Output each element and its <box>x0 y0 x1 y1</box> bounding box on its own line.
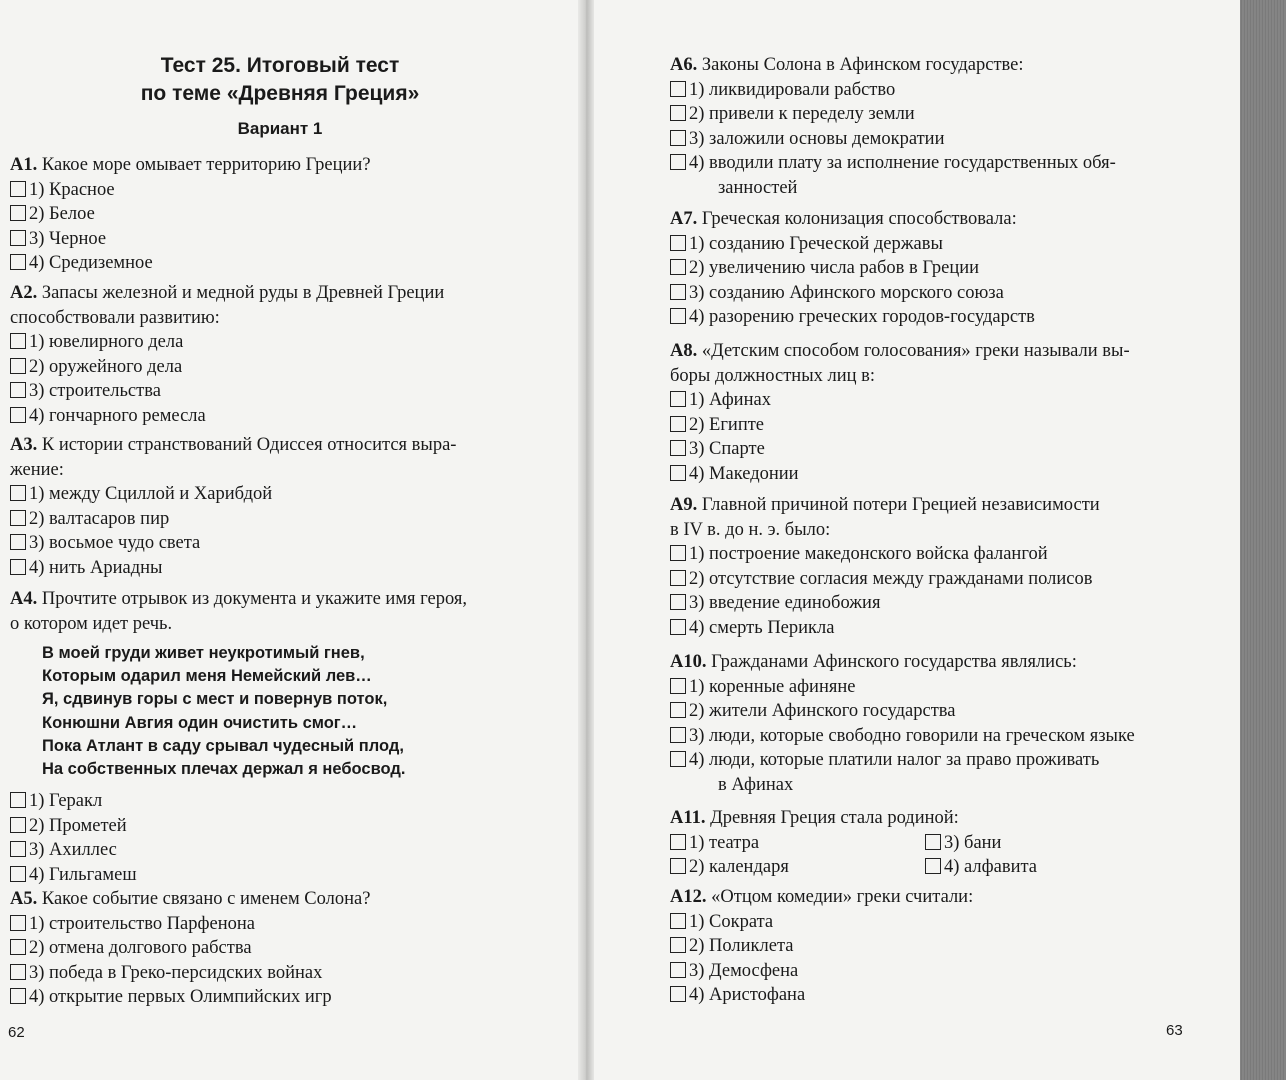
option[interactable]: 4) алфавита <box>925 855 1037 880</box>
option[interactable]: 1) Афинах <box>670 388 1190 413</box>
checkbox[interactable] <box>670 619 686 635</box>
option[interactable]: 1) между Сциллой и Харибдой <box>10 482 525 507</box>
option[interactable]: 2) Белое <box>10 202 525 227</box>
question-a6 <box>670 53 1190 200</box>
checkbox[interactable] <box>10 333 26 349</box>
option[interactable]: 1) строительство Парфенона <box>10 912 525 937</box>
option[interactable]: 4) гончарного ремесла <box>10 404 525 429</box>
checkbox[interactable] <box>925 858 941 874</box>
checkbox[interactable] <box>670 259 686 275</box>
option[interactable]: 2) Прометей <box>10 814 525 839</box>
option[interactable]: 4) люди, которые платили налог за право проживать <box>670 748 1190 773</box>
checkbox[interactable] <box>10 358 26 374</box>
option[interactable]: 4) Македонии <box>670 462 1190 487</box>
checkbox[interactable] <box>10 792 26 808</box>
option[interactable]: 3) Черное <box>10 227 525 252</box>
option[interactable]: 2) жители Афинского государства <box>670 699 1190 724</box>
question-text: А1. Какое море омывает территорию Греции? <box>10 155 371 175</box>
checkbox[interactable] <box>10 230 26 246</box>
poem-line: Которым одарил меня Немейский лев… <box>42 667 372 686</box>
question-text-cont: в IV в. до н. э. было: <box>670 519 831 540</box>
poem-line: Пока Атлант в саду срывал чудесный плод, <box>42 736 404 755</box>
book-gutter <box>578 0 594 1080</box>
option[interactable]: 2) валтасаров пир <box>10 507 525 532</box>
checkbox[interactable] <box>670 962 686 978</box>
checkbox[interactable] <box>670 678 686 694</box>
question-a12 <box>670 885 1190 1008</box>
checkbox[interactable] <box>670 416 686 432</box>
question-text: А5. Какое событие связано с именем Солона? <box>10 889 371 909</box>
poem-line: В моей груди живет неукротимый гнев, <box>42 644 365 662</box>
option[interactable]: 2) календаря <box>670 855 925 880</box>
checkbox[interactable] <box>670 130 686 146</box>
question-text-cont: боры должностных лиц в: <box>670 365 876 386</box>
option[interactable]: 3) бани <box>925 831 1037 856</box>
option[interactable]: 2) Поликлета <box>670 934 1190 959</box>
checkbox[interactable] <box>10 510 26 526</box>
question-text-cont: способствовали развитию: <box>10 307 220 328</box>
checkbox[interactable] <box>10 841 26 857</box>
option[interactable]: 3) Ахиллес <box>10 838 525 863</box>
question-a8 <box>670 339 1190 486</box>
option[interactable]: 2) отмена долгового рабства <box>10 936 525 961</box>
option[interactable]: 2) привели к переделу земли <box>670 102 1190 127</box>
test-subtitle: по теме «Древняя Греция» <box>140 82 420 105</box>
checkbox[interactable] <box>10 254 26 270</box>
question-text: А4. Прочтите отрывок из документа и укажите имя героя, <box>10 589 468 609</box>
checkbox[interactable] <box>10 964 26 980</box>
question-a3 <box>10 433 525 580</box>
question-a5 <box>10 887 525 1010</box>
option[interactable]: 3) победа в Греко-персидских войнах <box>10 961 525 986</box>
poem-line: На собственных плечах держал я небосвод. <box>42 760 406 779</box>
option[interactable]: 1) ликвидировали рабство <box>670 78 1190 103</box>
checkbox[interactable] <box>670 913 686 929</box>
option[interactable]: 3) Демосфена <box>670 959 1190 984</box>
option[interactable]: 1) театра <box>670 831 925 856</box>
checkbox[interactable] <box>10 407 26 423</box>
option[interactable]: 1) ювелирного дела <box>10 330 525 355</box>
checkbox[interactable] <box>925 834 941 850</box>
option-grid <box>670 831 1190 880</box>
checkbox[interactable] <box>10 559 26 575</box>
option[interactable]: 3) восьмое чудо света <box>10 531 525 556</box>
question-text: А10. Гражданами Афинского государства являлись: <box>670 652 1077 672</box>
checkbox[interactable] <box>10 534 26 550</box>
checkbox[interactable] <box>670 81 686 97</box>
question-text: А2. Запасы железной и медной руды в Древней Греции <box>10 283 445 303</box>
question-a11 <box>670 806 1190 880</box>
checkbox[interactable] <box>670 391 686 407</box>
question-text: А11. Древняя Греция стала родиной: <box>670 808 959 828</box>
question-text: А7. Греческая колонизация способствовала: <box>670 209 1017 229</box>
question-text-cont: жение: <box>10 459 64 480</box>
option[interactable]: 2) оружейного дела <box>10 355 525 380</box>
option[interactable]: 1) Красное <box>10 178 525 203</box>
option[interactable]: 1) созданию Греческой державы <box>670 232 1190 257</box>
option[interactable]: 3) люди, которые свободно говорили на греческом языке <box>670 724 1190 749</box>
option[interactable]: 1) Геракл <box>10 789 525 814</box>
checkbox[interactable] <box>670 154 686 170</box>
option[interactable]: 1) построение македонского войска фалангой <box>670 542 1190 567</box>
option[interactable]: 4) вводили плату за исполнение государственных обя- <box>670 151 1190 176</box>
option[interactable]: 4) Гильгамеш <box>10 863 525 888</box>
poem-line: Конюшни Авгия один очистить смог… <box>42 713 358 732</box>
option[interactable]: 3) введение единобожия <box>670 591 1190 616</box>
question-a2 <box>10 281 525 428</box>
option[interactable]: 2) отсутствие согласия между гражданами полисов <box>670 567 1190 592</box>
question-a4 <box>10 587 525 887</box>
book-page-edges <box>1240 0 1286 1080</box>
question-a1 <box>10 153 525 276</box>
question-text: А12. «Отцом комедии» греки считали: <box>670 887 974 907</box>
option[interactable]: 4) Средиземное <box>10 251 525 276</box>
checkbox[interactable] <box>10 382 26 398</box>
checkbox[interactable] <box>10 181 26 197</box>
option[interactable]: 3) Спарте <box>670 437 1190 462</box>
checkbox[interactable] <box>670 751 686 767</box>
checkbox[interactable] <box>670 440 686 456</box>
option[interactable]: 4) разорению греческих городов-государств <box>670 305 1190 330</box>
checkbox[interactable] <box>10 915 26 931</box>
question-a7 <box>670 207 1190 330</box>
option[interactable]: 4) нить Ариадны <box>10 556 525 581</box>
checkbox[interactable] <box>10 485 26 501</box>
page-number-left: 62 <box>8 1024 25 1041</box>
checkbox[interactable] <box>670 727 686 743</box>
checkbox[interactable] <box>670 545 686 561</box>
checkbox[interactable] <box>670 570 686 586</box>
checkbox[interactable] <box>10 205 26 221</box>
option[interactable]: 2) Египте <box>670 413 1190 438</box>
question-text: А8. «Детским способом голосования» греки называли вы- <box>670 341 1130 361</box>
option[interactable]: 3) заложили основы демократии <box>670 127 1190 152</box>
page-number-right: 63 <box>1166 1022 1183 1039</box>
option[interactable]: 3) созданию Афинского морского союза <box>670 281 1190 306</box>
option[interactable]: 1) коренные афиняне <box>670 675 1190 700</box>
checkbox[interactable] <box>670 465 686 481</box>
checkbox[interactable] <box>670 986 686 1002</box>
checkbox[interactable] <box>10 866 26 882</box>
checkbox[interactable] <box>10 939 26 955</box>
option[interactable]: 4) открытие первых Олимпийских игр <box>10 985 525 1010</box>
option-cont: занностей <box>718 177 798 198</box>
option[interactable]: 4) Аристофана <box>670 983 1190 1008</box>
poem-line: Я, сдвинув горы с мест и повернув поток, <box>42 690 388 709</box>
test-title: Тест 25. Итоговый тест <box>160 54 400 77</box>
option[interactable]: 1) Сократа <box>670 910 1190 935</box>
option[interactable]: 4) смерть Перикла <box>670 616 1190 641</box>
question-text-cont: о котором идет речь. <box>10 613 173 634</box>
option-cont: в Афинах <box>718 774 794 795</box>
option[interactable]: 3) строительства <box>10 379 525 404</box>
variant-label: Вариант 1 <box>237 119 323 138</box>
checkbox[interactable] <box>670 702 686 718</box>
question-text: А9. Главной причиной потери Грецией независимости <box>670 495 1100 515</box>
option[interactable]: 2) увеличению числа рабов в Греции <box>670 256 1190 281</box>
question-a10 <box>670 650 1190 797</box>
checkbox[interactable] <box>670 284 686 300</box>
question-a9 <box>670 493 1190 640</box>
checkbox[interactable] <box>670 105 686 121</box>
question-text: А3. К истории странствований Одиссея относится выра- <box>10 435 457 455</box>
checkbox[interactable] <box>670 937 686 953</box>
checkbox[interactable] <box>10 988 26 1004</box>
checkbox[interactable] <box>10 817 26 833</box>
checkbox[interactable] <box>670 834 686 850</box>
checkbox[interactable] <box>670 858 686 874</box>
checkbox[interactable] <box>670 308 686 324</box>
checkbox[interactable] <box>670 594 686 610</box>
question-text: А6. Законы Солона в Афинском государстве: <box>670 55 1024 75</box>
checkbox[interactable] <box>670 235 686 251</box>
